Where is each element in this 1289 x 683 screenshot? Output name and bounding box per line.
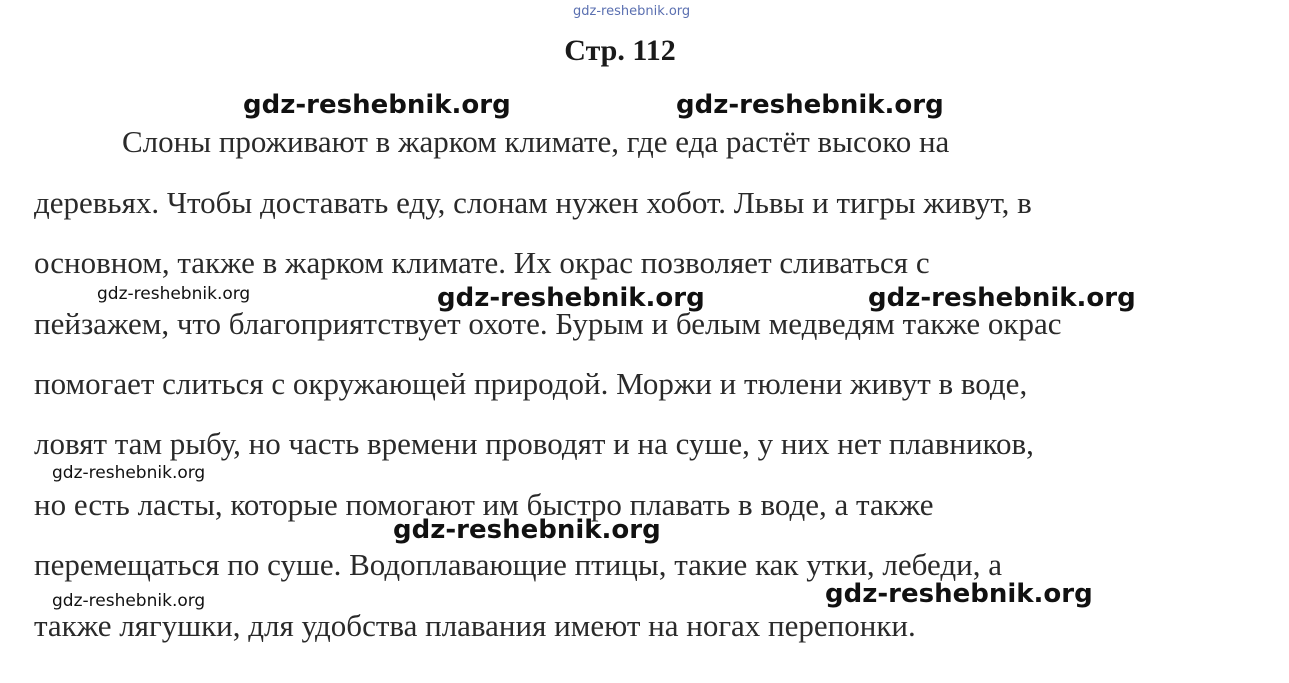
text-line: также лягушки, для удобства плавания имеют на ногах перепонки. <box>34 608 916 643</box>
watermark: gdz-reshebnik.org <box>52 591 206 611</box>
watermark: gdz-reshebnik.org <box>393 515 661 545</box>
watermark: gdz-reshebnik.org <box>676 90 944 120</box>
text-line: но есть ласты, которые помогают им быстро плавать в воде, а также <box>34 487 934 522</box>
watermark: gdz-reshebnik.org <box>868 283 1136 313</box>
text-line: основном, также в жарком климате. Их окрас позволяет сливаться с <box>34 245 930 280</box>
watermark: gdz-reshebnik.org <box>52 463 206 483</box>
text-line: перемещаться по суше. Водоплавающие птицы, такие как утки, лебеди, а <box>34 547 1002 582</box>
watermark: gdz-reshebnik.org <box>825 579 1093 609</box>
site-tag: gdz-reshebnik.org <box>573 4 691 19</box>
text-line: Слоны проживают в жарком климате, где еда растёт высоко на <box>122 124 950 159</box>
watermark: gdz-reshebnik.org <box>243 90 511 120</box>
text-line: деревьях. Чтобы доставать еду, слонам нужен хобот. Львы и тигры живут, в <box>34 185 1032 220</box>
text-line: ловят там рыбу, но часть времени проводят и на суше, у них нет плавников, <box>34 426 1034 461</box>
watermark: gdz-reshebnik.org <box>437 283 705 313</box>
text-line: пейзажем, что благоприятствует охоте. Бурым и белым медведям также окрас <box>34 306 1062 341</box>
text-line: помогает слиться с окружающей природой. Моржи и тюлени живут в воде, <box>34 366 1028 401</box>
page-title: Стр. 112 <box>564 34 676 67</box>
watermark: gdz-reshebnik.org <box>97 284 251 304</box>
